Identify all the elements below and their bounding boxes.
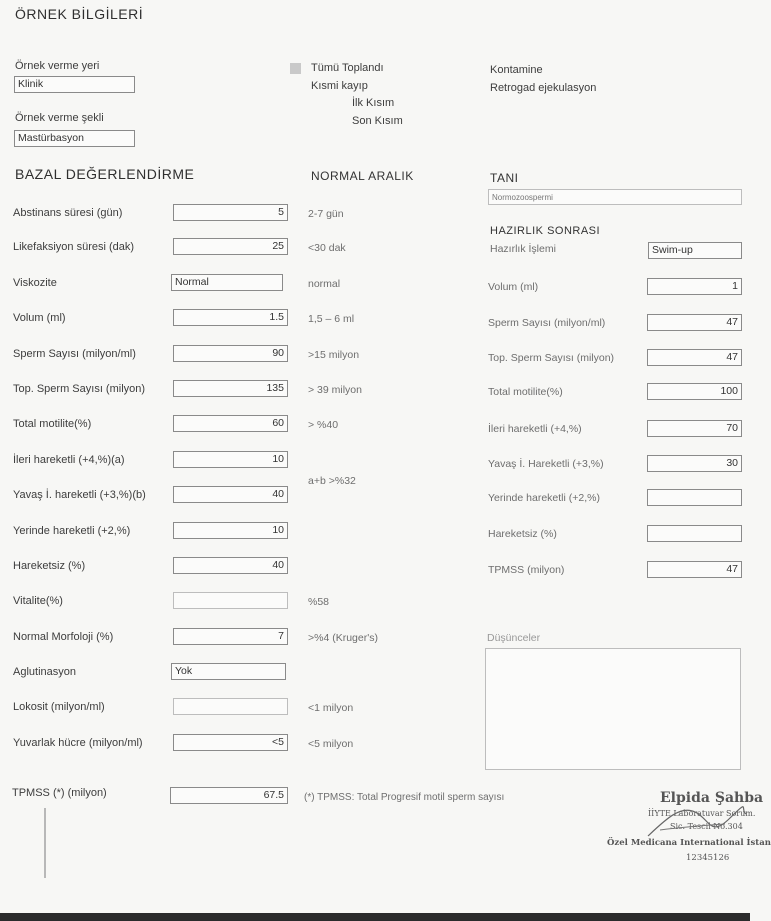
basal-row-label: Normal Morfoloji (%) [13,631,114,643]
basal-row-normal: >%4 (Kruger's) [308,632,378,644]
basal-row-value[interactable] [173,698,288,715]
basal-row-value[interactable]: 60 [173,415,288,432]
after-prep-heading: HAZIRLIK SONRASI [490,225,601,237]
basal-row-normal: normal [308,278,341,290]
basal-row-normal: <5 milyon [308,738,354,750]
basal-row-label: Volum (ml) [13,312,66,324]
prep-row-value[interactable]: 100 [647,383,742,400]
tpmss-label: TPMSS (*) (milyon) [12,787,107,799]
basal-row-value[interactable]: 25 [173,238,288,255]
prep-row-value[interactable]: 70 [647,420,742,437]
basal-row-label: Vitalite(%) [13,595,63,607]
signature-line4: 12345126 [686,853,730,863]
scan-bottom-bar [0,913,750,921]
basal-row-label: Abstinans süresi (gün) [13,207,123,219]
prep-row-label: Sperm Sayısı (milyon/ml) [488,317,606,329]
prep-row-label: Top. Sperm Sayısı (milyon) [488,352,615,364]
basal-row-normal: a+b >%32 [308,475,356,487]
basal-row-label: Aglutinasyon [13,666,76,678]
signature-line3: Özel Medicana International İstan [607,838,771,848]
basal-row-label: Top. Sperm Sayısı (milyon) [13,383,146,395]
partial-loss-label: Kısmi kayıp [311,80,368,92]
diagnosis-field[interactable]: Normozoospermi [488,189,742,205]
comments-field[interactable] [485,648,741,770]
prep-row-value[interactable]: 47 [647,314,742,331]
basal-row-normal: 2-7 gün [308,208,344,220]
sample-method-label: Örnek verme şekli [15,112,104,124]
basal-row-normal: >15 milyon [308,349,360,361]
basal-row-label: Yavaş İ. hareketli (+3,%)(b) [13,489,146,501]
prep-row-value[interactable]: 30 [647,455,742,472]
scan-streak [44,808,46,878]
prep-row-label: Total motilite(%) [488,386,563,398]
prep-row-value[interactable]: 47 [647,561,742,578]
basal-row-value[interactable]: Normal [171,274,283,291]
prep-row-label: Hareketsiz (%) [488,528,557,540]
all-collected-label: Tümü Toplandı [311,62,384,74]
prep-row-label: İleri hareketli (+4,%) [488,423,582,435]
prep-row-label: Volum (ml) [488,281,539,293]
prep-row-value[interactable]: 47 [647,349,742,366]
basal-row-value[interactable]: <5 [173,734,288,751]
basal-row-value[interactable]: 5 [173,204,288,221]
basal-row-label: Hareketsiz (%) [13,560,86,572]
basal-row-label: Total motilite(%) [13,418,92,430]
first-part-label: İlk Kısım [352,97,395,109]
basal-row-normal: %58 [308,596,330,608]
basal-row-label: Sperm Sayısı (milyon/ml) [13,348,136,360]
basal-row-value[interactable]: 1.5 [173,309,288,326]
basal-row-value[interactable] [173,592,288,609]
comments-label: Düşünceler [487,632,541,644]
basal-row-normal: 1,5 – 6 ml [308,313,355,325]
prep-process-field[interactable]: Swim-up [648,242,742,259]
prep-row-value[interactable] [647,525,742,542]
sample-method-field[interactable]: Mastürbasyon [14,130,135,147]
basal-heading: BAZAL DEĞERLENDİRME [15,166,195,182]
retrograde-label: Retrogad ejekulasyon [490,82,597,94]
sample-location-label: Örnek verme yeri [15,60,100,72]
prep-row-label: Yerinde hareketli (+2,%) [488,492,600,504]
prep-row-label: TPMSS (milyon) [488,564,565,576]
prep-row-label: Yavaş İ. Hareketli (+3,%) [488,458,604,470]
basal-row-normal: <30 dak [308,242,346,254]
tpmss-footnote: (*) TPMSS: Total Progresif motil sperm sayısı [304,792,505,803]
tpmss-field[interactable]: 67.5 [170,787,288,804]
signature-scribble [640,800,750,845]
contamination-label: Kontamine [490,64,543,76]
basal-row-value[interactable]: 10 [173,522,288,539]
basal-row-value[interactable]: Yok [171,663,286,680]
prep-row-value[interactable]: 1 [647,278,742,295]
basal-row-normal: > %40 [308,419,339,431]
last-part-label: Son Kısım [352,115,403,127]
basal-row-value[interactable]: 10 [173,451,288,468]
basal-row-value[interactable]: 7 [173,628,288,645]
basal-row-value[interactable]: 135 [173,380,288,397]
signature-line2: Sic. Tescil No.304 [670,822,743,831]
basal-row-label: İleri hareketli (+4,%)(a) [13,454,125,466]
basal-row-normal: > 39 milyon [308,384,362,396]
signature-line1: İİYTE Laboratuvar Sorum. [648,809,756,818]
basal-row-normal: <1 milyon [308,702,354,714]
basal-row-label: Yuvarlak hücre (milyon/ml) [13,737,143,749]
basal-row-label: Viskozite [13,277,57,289]
prep-row-value[interactable] [647,489,742,506]
prep-process-label: Hazırlık İşlemi [490,243,556,255]
basal-row-value[interactable]: 40 [173,486,288,503]
diagnosis-heading: TANI [490,171,519,185]
normal-range-heading: NORMAL ARALIK [311,169,414,183]
signature-name: Elpida Şahba [660,790,764,806]
basal-row-value[interactable]: 40 [173,557,288,574]
basal-row-label: Yerinde hareketli (+2,%) [13,525,131,537]
basal-row-label: Lokosit (milyon/ml) [13,701,105,713]
all-collected-checkbox[interactable] [290,63,301,74]
basal-row-value[interactable]: 90 [173,345,288,362]
page-title: ÖRNEK BİLGİLERİ [15,6,144,22]
basal-row-label: Likefaksiyon süresi (dak) [13,241,135,253]
sample-location-field[interactable]: Klinik [14,76,135,93]
